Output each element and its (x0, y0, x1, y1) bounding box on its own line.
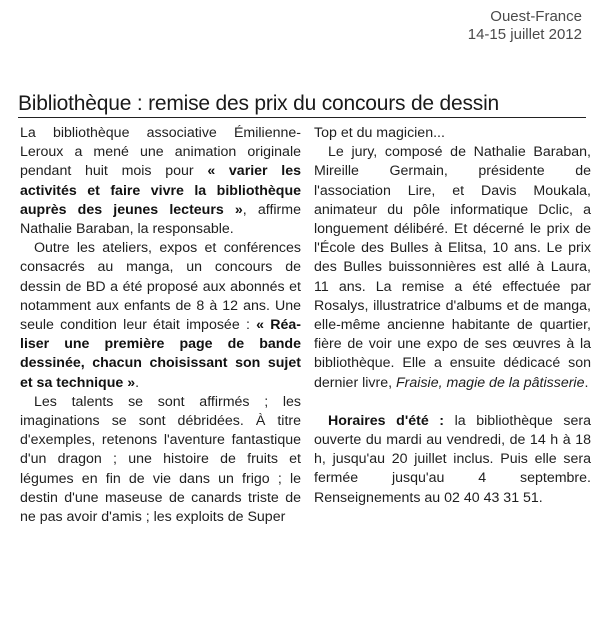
paragraph-text: Outre les ateliers, expos et conférences consacrés au manga, un concours de dessin de BD a été proposé aux abonnés et notamment aux enfants de 8 à 12 ans. Une seule condition leur était imposée : (20, 240, 301, 334)
paragraph-text: La bibliothèque associative Émilienne-Leroux a mené une animation originale pendant huit mois pour (20, 125, 301, 180)
paragraph-text: Le jury, composé de Nathalie Baraban, Mireille Germain, présidente de l'association Lire, et Davis Moukala, animateur du pôle informatique Dclic, a longuement délibéré. Et décerné le prix de l'École des Bulles à Elitsa, 10 ans. Le prix des Bulles buissonnières est allé à Laura, 11 ans. La remise a été effectuée par Rosalys, illustratrice d'albums et de manga, elle-même ancienne habitante de quartier, fière de voir une expo de ses œuvres à la bibliothèque. Elle a ensuite dédicacé son dernier livre, (314, 144, 591, 391)
quote-bold: « Réaliser une première page de bande dessinée, chacun choisissant son sujet et sa technique » (20, 317, 302, 391)
paragraph-text: . (584, 374, 589, 391)
publication-source (468, 8, 582, 44)
title-divider (18, 117, 586, 118)
paragraph-text: Les talents se sont affirmés ; les imaginations se sont débridées. À titre d'exemples, retenons l'aventure fantastique d'un dragon ; une histoire de fruits et légumes en fin de vie dans un frigo ; le destin d'une maseuse de canards triste de ne pas avoir d'amis ; les exploits de Super (20, 393, 301, 526)
publication-name: Ouest-France (490, 8, 582, 25)
paragraph-summer-hours (314, 412, 591, 508)
paragraph-text: Top et du magicien... (314, 125, 445, 141)
publication-date: 14-15 juillet 2012 (467, 26, 582, 43)
paragraph-jury (314, 143, 591, 393)
paragraph-contest (20, 239, 301, 393)
paragraph-talents (20, 393, 301, 527)
quote-bold: « varier les activités et faire vivre la bibliothèque auprès des jeunes lecteurs » (20, 163, 302, 218)
article-column-right (314, 124, 591, 508)
paragraph-text: la bibliothèque sera ouverte du mardi au vendredi, de 14 h à 18 h, jusqu'au 20 juillet inclus. Puis elle sera fermée jusqu'au 4 septembre. Renseignements au 02 40 43 31 51. (314, 412, 591, 506)
article-column-left (20, 124, 301, 527)
paragraph-text: , affirme Nathalie Baraban, la responsable. (20, 201, 301, 238)
hours-label: Horaires d'été : (328, 412, 445, 429)
paragraph-talents-continued (314, 124, 591, 143)
paragraph-intro (20, 124, 301, 239)
article-title: Bibliothèque : remise des prix du concours de dessin (18, 92, 500, 115)
paragraph-text: . (135, 374, 140, 391)
book-title: Fraisie, magie de la pâtisserie (396, 374, 585, 391)
